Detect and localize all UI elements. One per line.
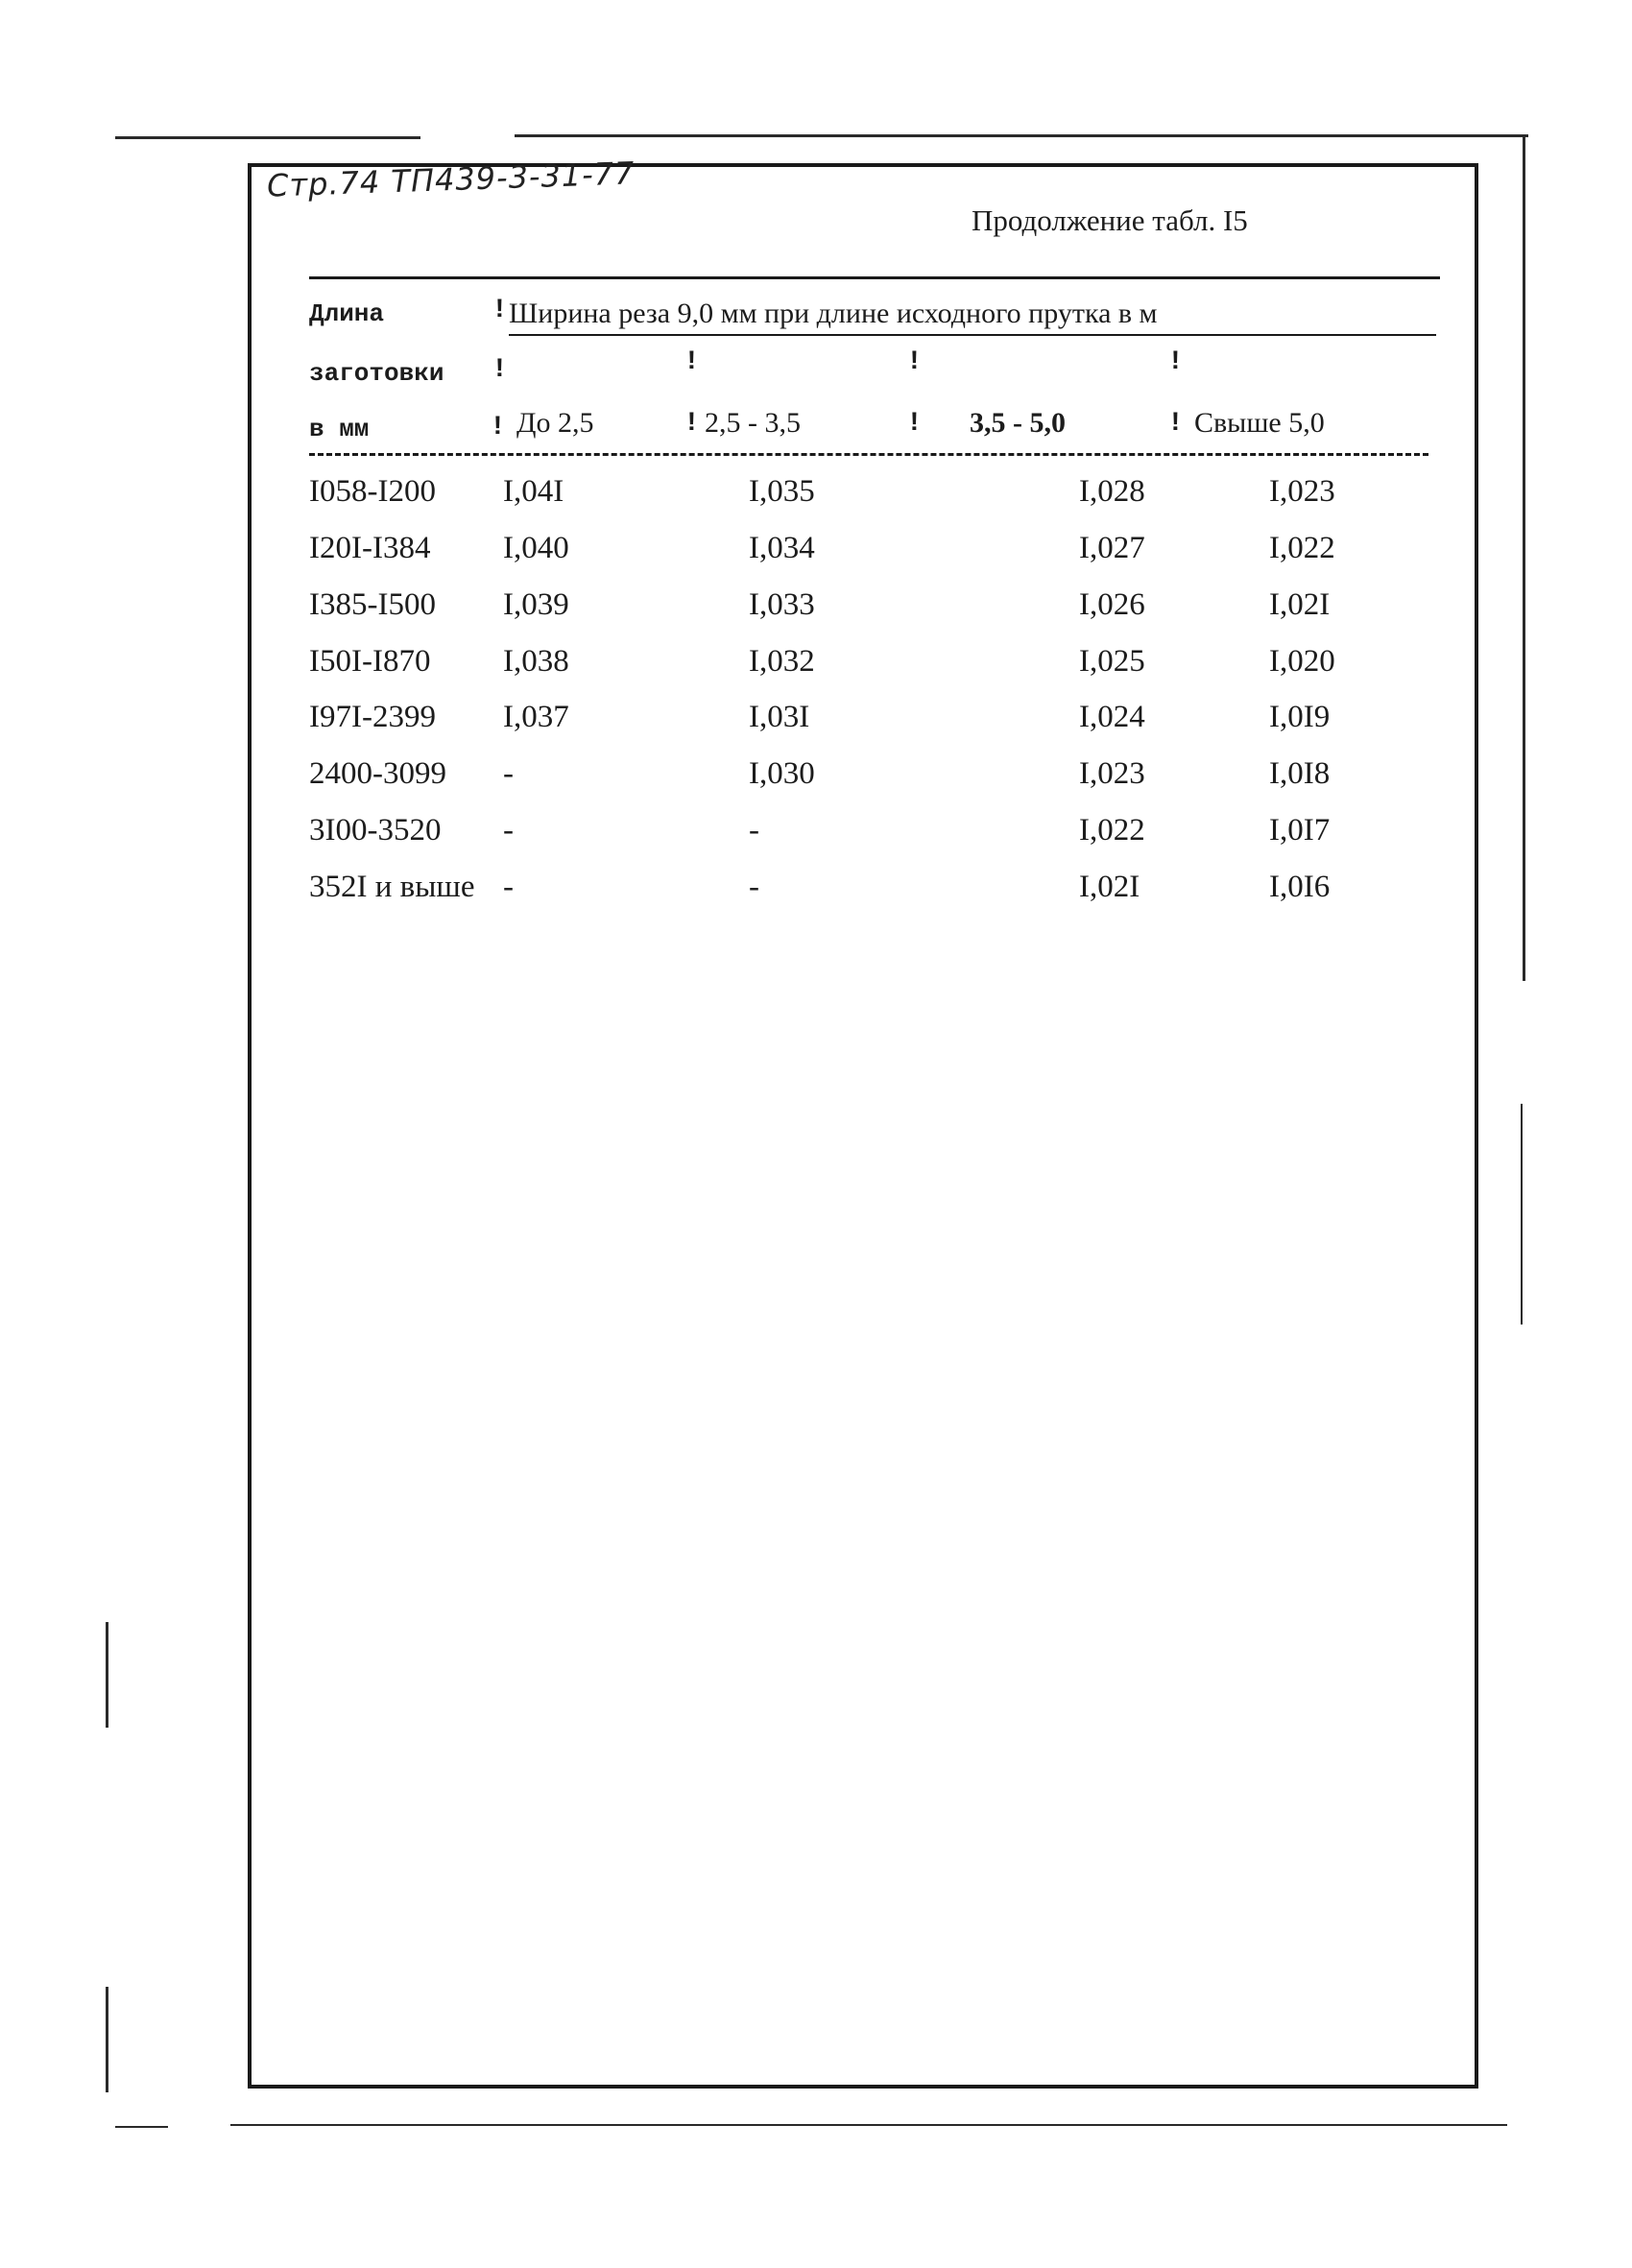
- header-dashed-rule: [309, 453, 1428, 456]
- page-reference: Стр.74 ТП439-3-31-77: [266, 155, 636, 204]
- header-separator: !: [492, 296, 508, 325]
- header-separator: !: [1167, 409, 1184, 439]
- row-value-2-5-to-3-5: I,035: [749, 474, 815, 509]
- row-value-over-5-0: I,0I9: [1269, 700, 1331, 734]
- scan-edge-right-lower: [1521, 1104, 1523, 1325]
- header-span-title: Ширина реза 9,0 мм при длине исходного прутка в м: [509, 298, 1158, 329]
- row-value-up-to-2-5: -: [503, 813, 514, 848]
- header-col-3-5-to-5-0: 3,5 - 5,0: [970, 407, 1066, 439]
- row-value-2-5-to-3-5: I,034: [749, 531, 815, 565]
- scan-edge-top: [515, 134, 1528, 137]
- header-unit-label: в мм: [309, 415, 370, 443]
- row-value-up-to-2-5: I,037: [503, 700, 569, 734]
- row-value-up-to-2-5: I,038: [503, 644, 569, 679]
- row-value-3-5-to-5-0: I,022: [1079, 813, 1145, 848]
- row-value-3-5-to-5-0: I,02I: [1079, 870, 1140, 904]
- header-separator: !: [906, 347, 923, 377]
- row-length-range: I20I-I384: [309, 531, 431, 565]
- header-separator: !: [1167, 347, 1184, 377]
- row-value-2-5-to-3-5: -: [749, 813, 759, 848]
- row-value-2-5-to-3-5: I,03I: [749, 700, 810, 734]
- header-separator: !: [906, 409, 923, 439]
- row-value-up-to-2-5: I,039: [503, 587, 569, 622]
- row-value-3-5-to-5-0: I,023: [1079, 756, 1145, 791]
- scan-edge-top-left: [115, 136, 420, 139]
- row-length-range: I97I-2399: [309, 700, 436, 734]
- row-value-up-to-2-5: I,040: [503, 531, 569, 565]
- row-value-2-5-to-3-5: I,030: [749, 756, 815, 791]
- scan-edge-bottom: [230, 2124, 1507, 2126]
- header-col-over-5-0: Свыше 5,0: [1194, 407, 1325, 439]
- row-value-up-to-2-5: -: [503, 870, 514, 904]
- row-length-range: I058-I200: [309, 474, 436, 509]
- header-length-label: Длина: [309, 299, 385, 328]
- row-length-range: 3I00-3520: [309, 813, 442, 848]
- row-value-over-5-0: I,022: [1269, 531, 1335, 565]
- row-value-over-5-0: I,0I8: [1269, 756, 1331, 791]
- row-value-3-5-to-5-0: I,024: [1079, 700, 1145, 734]
- row-value-3-5-to-5-0: I,026: [1079, 587, 1145, 622]
- row-value-over-5-0: I,0I7: [1269, 813, 1331, 848]
- row-value-over-5-0: I,0I6: [1269, 870, 1331, 904]
- row-value-up-to-2-5: -: [503, 756, 514, 791]
- row-value-2-5-to-3-5: I,033: [749, 587, 815, 622]
- row-value-over-5-0: I,020: [1269, 644, 1335, 679]
- header-span-underline: [509, 334, 1436, 336]
- row-value-up-to-2-5: I,04I: [503, 474, 564, 509]
- row-value-2-5-to-3-5: I,032: [749, 644, 815, 679]
- header-col-up-to-2-5: До 2,5: [516, 407, 594, 439]
- header-col-2-5-to-3-5: 2,5 - 3,5: [705, 407, 801, 439]
- header-top-rule: [309, 276, 1440, 279]
- row-value-3-5-to-5-0: I,027: [1079, 531, 1145, 565]
- row-value-over-5-0: I,02I: [1269, 587, 1331, 622]
- header-separator: !: [684, 347, 700, 377]
- table-continuation-title: Продолжение табл. I5: [972, 203, 1248, 237]
- row-value-2-5-to-3-5: -: [749, 870, 759, 904]
- header-separator: !: [684, 409, 700, 439]
- scan-edge-left-lower: [106, 1987, 108, 2092]
- header-separator: !: [490, 413, 506, 442]
- header-blank-label: заготовки: [309, 359, 444, 388]
- scan-edge-bottom-left: [115, 2126, 168, 2128]
- row-length-range: 352I и выше: [309, 870, 475, 904]
- scan-edge-left: [106, 1622, 108, 1728]
- row-length-range: I50I-I870: [309, 644, 431, 679]
- row-value-3-5-to-5-0: I,025: [1079, 644, 1145, 679]
- row-value-3-5-to-5-0: I,028: [1079, 474, 1145, 509]
- scan-edge-right: [1523, 136, 1525, 981]
- header-separator: !: [492, 355, 508, 385]
- row-value-over-5-0: I,023: [1269, 474, 1335, 509]
- row-length-range: 2400-3099: [309, 756, 446, 791]
- row-length-range: I385-I500: [309, 587, 436, 622]
- document-frame: [248, 163, 1478, 2089]
